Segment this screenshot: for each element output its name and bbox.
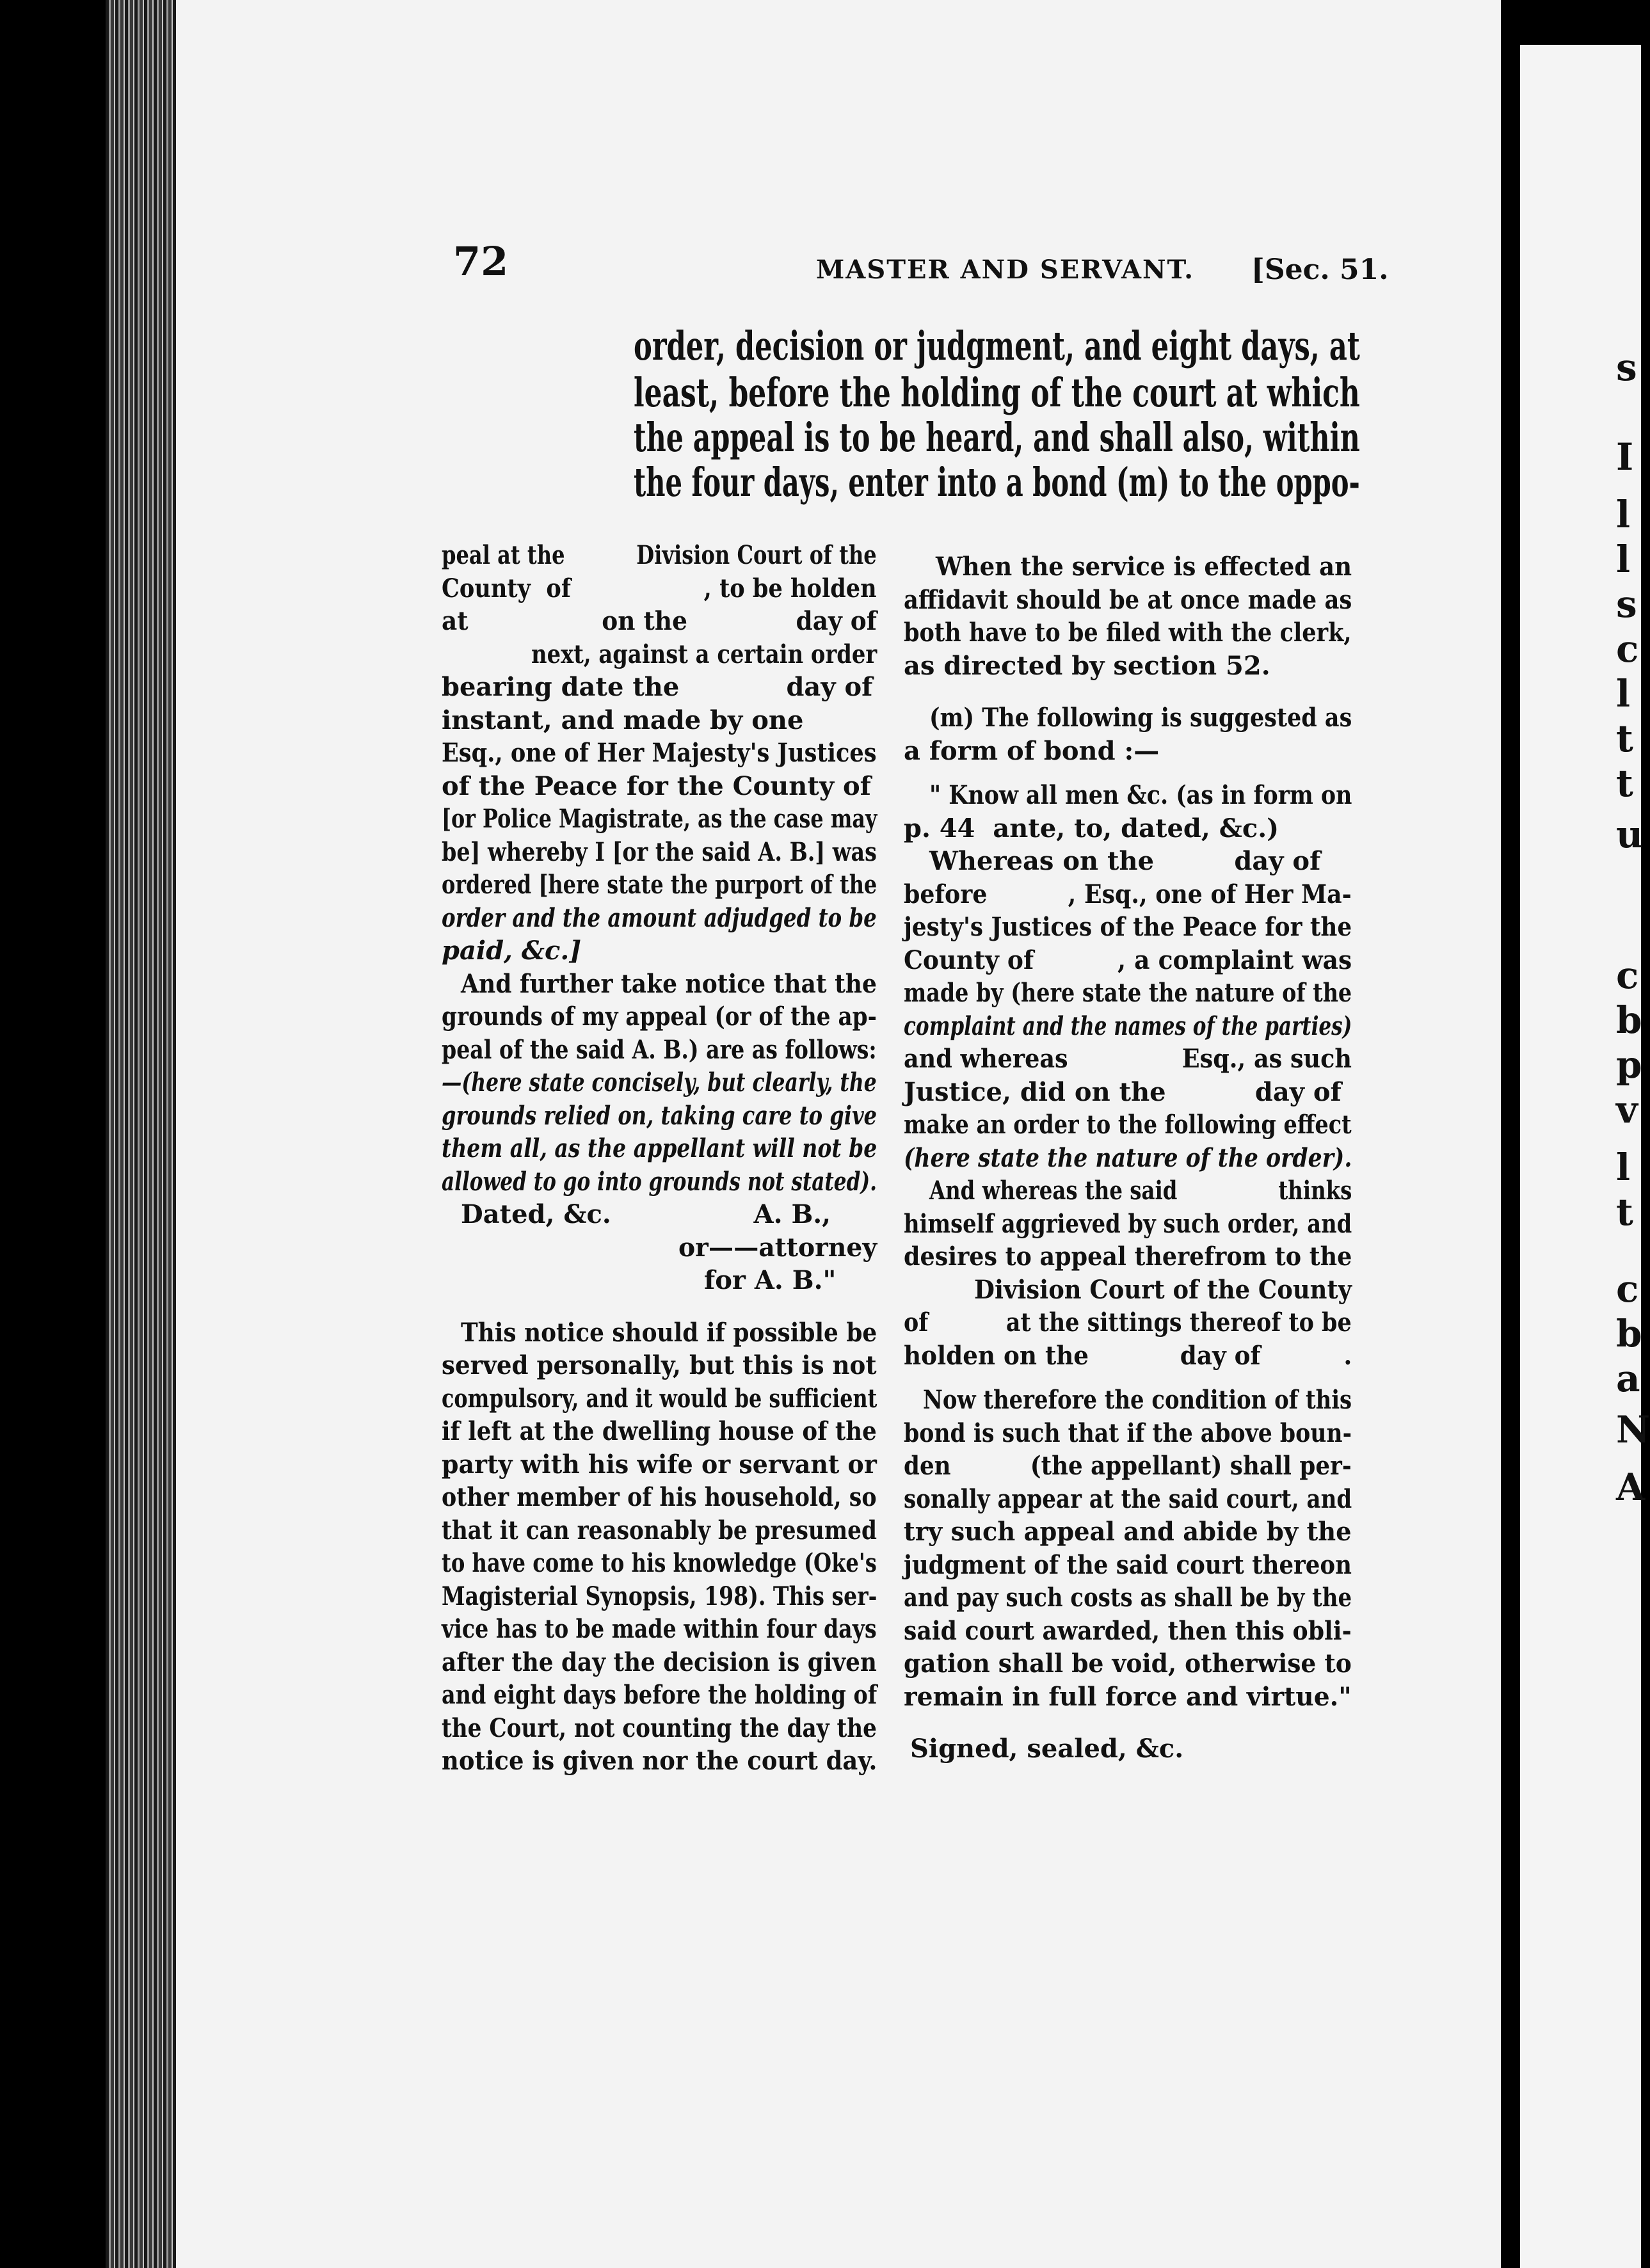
adjacent-page-fragment: b	[1616, 1312, 1642, 1355]
left_column-line: allowed to go into grounds not stated).	[442, 1166, 877, 1197]
book-gutter	[1501, 0, 1520, 2268]
right_column-line: den (the appellant) shall per-	[904, 1451, 1352, 1481]
left_column-line: served personally, but this is not	[442, 1350, 877, 1380]
right_column-line: Justice, did on the day of	[904, 1076, 1342, 1107]
right_column-line: made by (here state the nature of the	[904, 978, 1352, 1008]
adjacent-page-fragment: l	[1616, 538, 1631, 581]
left_column-line: peal at the Division Court of the	[442, 540, 877, 570]
adjacent-page-fragment: l	[1616, 493, 1631, 536]
left_column-line: at on the day of	[442, 606, 877, 636]
right_column-line: County of , a complaint was	[904, 945, 1352, 975]
right_column-line: judgment of the said court thereon	[904, 1549, 1352, 1580]
page-edges	[106, 0, 176, 2268]
adjacent-page-fragment: N	[1616, 1408, 1650, 1451]
left_column-line: grounds relied on, taking care to give	[442, 1100, 877, 1131]
left_column-line: vice has to be made within four days	[442, 1614, 877, 1644]
adjacent-page-fragment: a	[1616, 1357, 1640, 1400]
main-text-line: least, before the holding of the court at which	[634, 369, 1360, 416]
left_column-line: order and the amount adjudged to be	[442, 902, 877, 933]
adjacent-page	[1520, 45, 1650, 2268]
left_column-line: [or Police Magistrate, as the case may	[442, 804, 877, 834]
right_column-line: (here state the nature of the order).	[904, 1142, 1352, 1173]
left_column-line: to have come to his knowledge (Oke's	[442, 1548, 877, 1578]
left_column-line: —(here state concisely, but clearly, the	[442, 1067, 877, 1098]
right_column-line: and whereas Esq., as such	[904, 1044, 1352, 1074]
left_column-line: the Court, not counting the day the	[442, 1713, 877, 1743]
left_column-line: for A. B."	[704, 1265, 837, 1295]
left_column-line: Esq., one of Her Majesty's Justices	[442, 738, 877, 768]
adjacent-page-fragment: A	[1616, 1465, 1646, 1509]
left_column-line: party with his wife or servant or	[442, 1449, 877, 1480]
right_column-line: (m) The following is suggested as	[929, 703, 1352, 733]
adjacent-page-fragment: s	[1616, 582, 1637, 626]
left_column-line: them all, as the appellant will not be	[442, 1133, 877, 1163]
left_column-line: instant, and made by one	[442, 705, 804, 735]
main-text-line: order, decision or judgment, and eight days, at	[634, 323, 1360, 369]
left_column-line: notice is given nor the court day.	[442, 1746, 877, 1776]
right_column-line: affidavit should be at once made as	[904, 584, 1352, 615]
adjacent-page-fragment: v	[1616, 1088, 1638, 1131]
adjacent-page-fragment: c	[1616, 954, 1639, 997]
left_column-line: paid, &c.]	[442, 936, 582, 966]
left_column-line: other member of his household, so	[442, 1482, 877, 1512]
right_column-line: said court awarded, then this obli-	[904, 1615, 1352, 1646]
right_column-line: remain in full force and virtue."	[904, 1681, 1352, 1712]
right_column-line: as directed by section 52.	[904, 650, 1270, 681]
right_column-line: Division Court of the County	[974, 1274, 1352, 1305]
adjacent-page-fragment: b	[1616, 998, 1642, 1042]
left_column-line: grounds of my appeal (or of the ap-	[442, 1002, 877, 1032]
left_column-line: after the day the decision is given	[442, 1647, 877, 1677]
left_column-line: Magisterial Synopsis, 198). This ser-	[442, 1581, 877, 1611]
adjacent-page-fragment: p	[1616, 1043, 1642, 1087]
left_column-line: if left at the dwelling house of the	[442, 1416, 877, 1446]
right_column-line: " Know all men &c. (as in form on	[929, 780, 1352, 810]
left_column-line: next, against a certain order	[531, 639, 877, 669]
right_column-line: Signed, sealed, &c.	[910, 1734, 1184, 1764]
right_column-line: make an order to the following effect	[904, 1110, 1352, 1140]
right_column-line: himself aggrieved by such order, and	[904, 1208, 1352, 1239]
left_column-line: that it can reasonably be presumed	[442, 1515, 877, 1545]
main-text-line: the appeal is to be heard, and shall also, within	[634, 414, 1360, 461]
adjacent-page-fragment: l	[1616, 1146, 1631, 1189]
left_column-line: And further take notice that the	[461, 968, 877, 999]
right_column-line: jesty's Justices of the Peace for the	[904, 912, 1352, 942]
adjacent-page-fragment: u	[1616, 813, 1644, 856]
adjacent-page-fragment: t	[1616, 1190, 1633, 1234]
left_column-line: County of , to be holden	[442, 573, 877, 603]
left_column-line: ordered [here state the purport of the	[442, 870, 877, 900]
right_column-line: When the service is effected an	[936, 552, 1352, 582]
left_column-line: bearing date the day of	[442, 672, 873, 702]
left_column-line: peal of the said A. B.) are as follows:	[442, 1034, 877, 1065]
adjacent-page-fragment: s	[1616, 346, 1637, 389]
left_column-line: be] whereby I [or the said A. B.] was	[442, 836, 877, 867]
left_column-line: Dated, &c. A. B.,	[461, 1199, 831, 1229]
adjacent-page-fragment: c	[1616, 1267, 1639, 1311]
right_column-line: bond is such that if the above boun-	[904, 1418, 1352, 1448]
right_column-line: Now therefore the condition of this	[923, 1385, 1352, 1415]
main-text-line: the four days, enter into a bond (m) to the oppo-	[634, 459, 1360, 506]
right_column-line: both have to be filed with the clerk,	[904, 618, 1352, 648]
adjacent-page-fragment: l	[1616, 672, 1631, 715]
left_column-line: of the Peace for the County of	[442, 771, 871, 801]
adjacent-page-fragment: I	[1616, 435, 1634, 479]
right_column-line: before , Esq., one of Her Ma-	[904, 879, 1352, 909]
right_column-line: complaint and the names of the parties)	[904, 1010, 1352, 1041]
right_column-line: and pay such costs as shall be by the	[904, 1583, 1352, 1613]
right_column-line: holden on the day of .	[904, 1340, 1352, 1371]
adjacent-page-fragment: c	[1616, 627, 1639, 671]
right_column-line: And whereas the said thinks	[929, 1176, 1352, 1206]
left_column-line: and eight days before the holding of	[442, 1680, 877, 1710]
running-head: MASTER AND SERVANT.	[816, 255, 1195, 285]
right_column-line: Whereas on the day of	[929, 846, 1321, 876]
adjacent-page-fragment: t	[1616, 717, 1633, 760]
right_column-line: sonally appear at the said court, and	[904, 1483, 1352, 1514]
left_column-line: This notice should if possible be	[461, 1317, 877, 1348]
left_column-line: or——attorney	[678, 1232, 877, 1263]
right_column-line: of at the sittings thereof to be	[904, 1307, 1352, 1338]
page-number: 72	[453, 238, 509, 285]
right_column-line: desires to appeal therefrom to the	[904, 1242, 1352, 1272]
adjacent-page-fragment: t	[1616, 762, 1633, 805]
left_column-line: compulsory, and it would be sufficient	[442, 1383, 877, 1414]
right_column-line: p. 44 ante, to, dated, &c.)	[904, 813, 1279, 843]
section-reference: [Sec. 51.	[1251, 253, 1389, 286]
right_column-line: gation shall be void, otherwise to	[904, 1649, 1352, 1679]
right_column-line: try such appeal and abide by the	[904, 1517, 1352, 1547]
right_column-line: a form of bond :—	[904, 735, 1160, 766]
